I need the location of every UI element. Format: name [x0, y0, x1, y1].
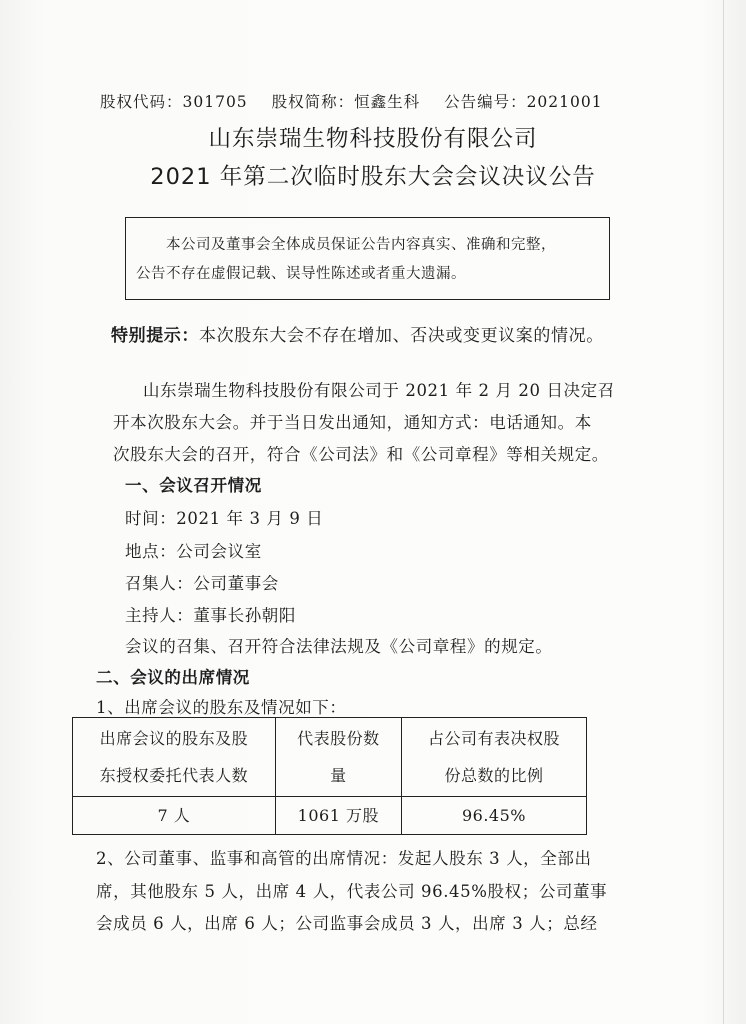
special-notice-text: 本次股东大会不存在增加、否决或变更议案的情况。 — [199, 326, 604, 346]
page-edge — [723, 0, 724, 1024]
special-notice — [111, 321, 604, 346]
intro-line-3: 次股东大会的召开，符合《公司法》和《公司章程》等相关规定。 — [113, 445, 609, 464]
meeting-compliance: 会议的召集、召开符合法律法规及《公司章程》的规定。 — [125, 637, 553, 656]
table-cell-attendees: 7 人 — [73, 797, 276, 835]
attendance-detail-line-1: 2、公司董事、监事和高管的出席情况：发起人股东 3 人，全部出 — [96, 849, 592, 868]
section-1-heading: 一、会议召开情况 — [125, 476, 262, 495]
meeting-convener: 召集人：公司董事会 — [125, 574, 279, 593]
attendance-table — [72, 717, 587, 835]
special-notice-label: 特别提示： — [111, 326, 199, 346]
disclaimer-box — [125, 217, 610, 300]
table-header-cell: 代表股份数 量 — [275, 718, 401, 797]
disclaimer-line-1: 本公司及董事会全体成员保证公告内容真实、准确和完整， — [166, 237, 556, 253]
meeting-time: 时间：2021 年 3 月 9 日 — [125, 509, 324, 528]
table-header-row — [73, 718, 587, 797]
announcement-header — [100, 90, 660, 112]
attendance-detail-line-2: 席，其他股东 5 人，出席 4 人，代表公司 96.45%股权；公司董事 — [96, 882, 608, 901]
stock-abbreviation: 股权简称：恒鑫生科 — [271, 93, 421, 111]
attendance-subheading: 1、出席会议的股东及情况如下： — [96, 698, 347, 717]
table-row — [73, 797, 587, 835]
section-2-heading: 二、会议的出席情况 — [96, 668, 250, 687]
attendance-detail-line-3: 会成员 6 人，出席 6 人；公司监事会成员 3 人，出席 3 人；总经 — [96, 914, 598, 933]
announcement-number: 公告编号：2021001 — [444, 93, 603, 111]
disclaimer-line-2: 公告不存在虚假记载、误导性陈述或者重大遗漏。 — [136, 266, 466, 282]
intro-line-2: 开本次股东大会。并于当日发出通知，通知方式：电话通知。本 — [113, 413, 592, 432]
table-header-cell: 出席会议的股东及股 东授权委托代表人数 — [73, 718, 276, 797]
company-title: 山东崇瑞生物科技股份有限公司 — [208, 126, 538, 152]
meeting-title: 2021 年第二次临时股东大会会议决议公告 — [150, 164, 596, 190]
table-cell-ratio: 96.45% — [401, 797, 586, 835]
table-header-cell: 占公司有表决权股 份总数的比例 — [401, 718, 586, 797]
table-cell-shares: 1061 万股 — [275, 797, 401, 835]
meeting-host: 主持人：董事长孙朝阳 — [125, 606, 296, 625]
intro-line-1: 山东崇瑞生物科技股份有限公司于 2021 年 2 月 20 日决定召 — [143, 381, 615, 400]
meeting-place: 地点：公司会议室 — [125, 542, 262, 561]
stock-code: 股权代码：301705 — [100, 93, 248, 111]
